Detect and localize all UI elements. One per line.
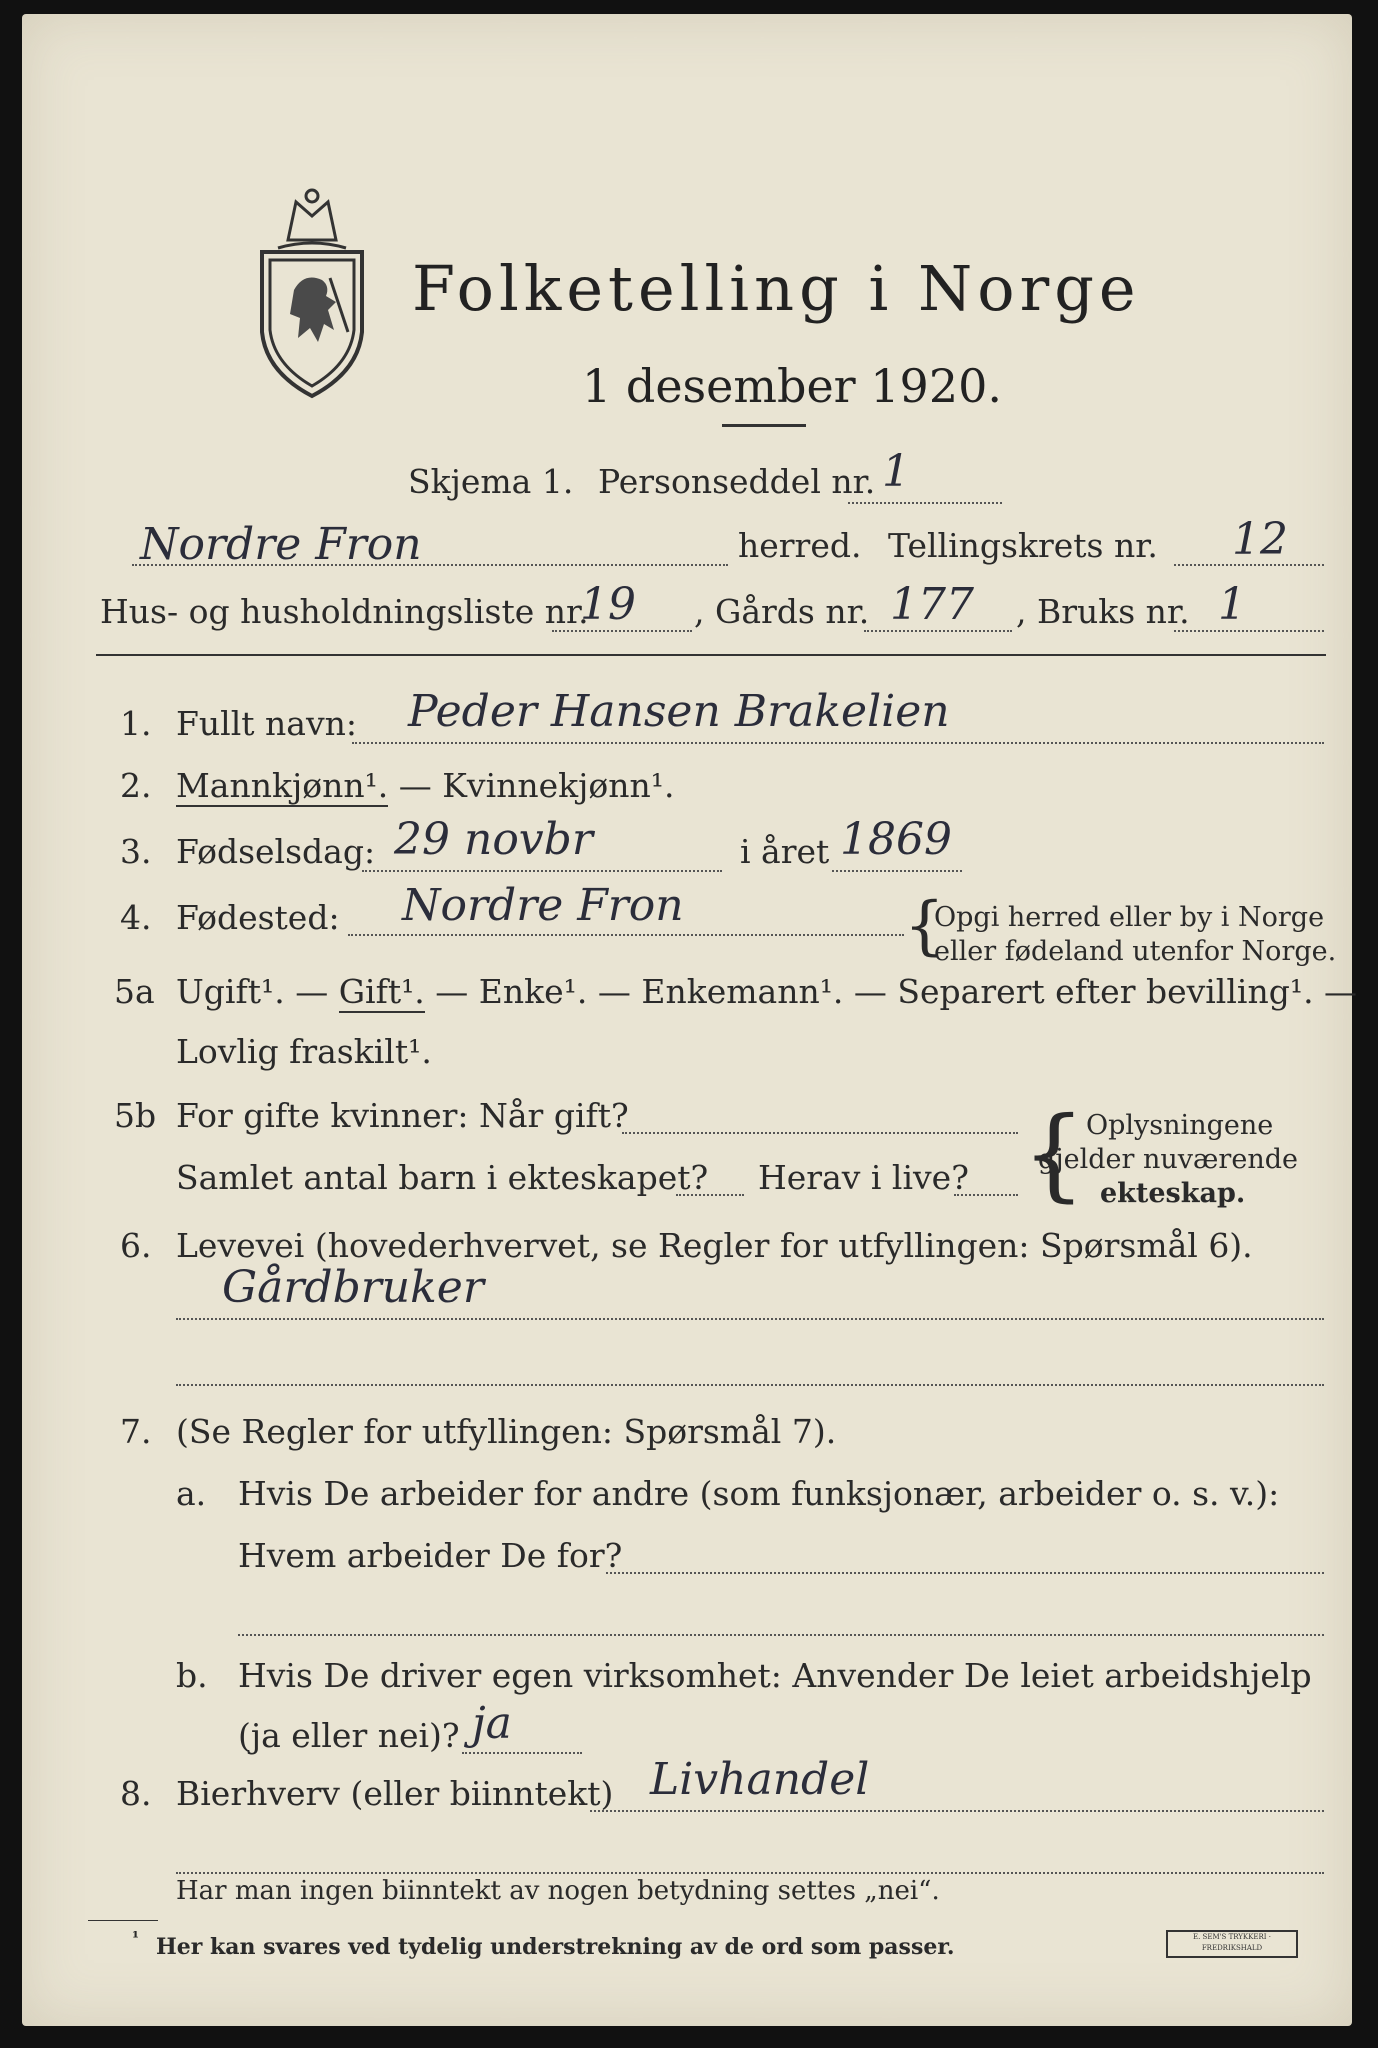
q8-label: Bierhverv (eller biinntekt) [176,1774,614,1813]
status-other-options[interactable]: — Enke¹. — Enkemann¹. — Separert efter bevilling¹. — [435,972,1358,1011]
personseddel-label: Personseddel nr. [598,462,876,501]
q6-line-1 [176,1318,1324,1320]
q7a-label: Hvis De arbeider for andre (som funksjonær, arbeider o. s. v.): [238,1474,1280,1513]
gards-line [864,630,1012,632]
q7-label: (Se Regler for utfyllingen: Spørsmål 7). [176,1412,837,1451]
full-name-value[interactable]: Peder Hansen Brakelien [408,686,950,737]
q8-note: Har man ingen biinntekt av nogen betydning settes „nei“. [176,1876,940,1906]
q6-number: 6. [120,1226,152,1265]
personseddel-line [848,502,1002,504]
q7a-employer-label: Hvem arbeider De for? [238,1536,623,1575]
birth-year-value[interactable]: 1869 [840,814,952,865]
q5b-note-1: Oplysningene [1086,1110,1274,1141]
title-divider [722,424,806,427]
tellingskrets-value[interactable]: 12 [1232,514,1288,565]
q5a-options [176,972,1357,1011]
herred-label: herred. [738,526,862,565]
q7b-question: (ja eller nei)? [238,1716,460,1755]
q3-year-line [832,870,962,872]
q8-number: 8. [120,1774,152,1813]
hired-help-value[interactable]: ja [472,1698,512,1749]
q5a-dash: — [295,972,329,1011]
side-income-value[interactable]: Livhandel [650,1754,870,1805]
q3-label: Fødselsdag: [176,832,376,871]
birthday-value[interactable]: 29 novbr [394,814,593,865]
liste-label: Hus- og husholdningsliste nr. [100,592,589,631]
q1-line [352,742,1324,744]
q1-label: Fullt navn: [176,704,357,743]
q1-number: 1. [120,704,152,743]
q6-line-2 [176,1384,1324,1386]
children-count-line[interactable] [676,1194,744,1196]
bruks-line [1174,630,1324,632]
gender-male-option[interactable]: Mannkjønn¹. [176,766,389,805]
header-rule [96,654,1326,656]
gards-label: , Gårds nr. [694,592,870,631]
q7b-label: Hvis De driver egen virksomhet: Anvender De leiet arbeidshjelp [238,1656,1312,1695]
form-title: Folketelling i Norge [412,252,1141,325]
norway-coat-of-arms-icon [248,182,376,404]
birthplace-value[interactable]: Nordre Fron [402,880,684,931]
census-form-page [22,14,1358,2026]
q4-number: 4. [120,898,152,937]
footnote-mark: ¹ [132,1928,140,1947]
schema-label: Skjema 1. [408,462,574,501]
personseddel-value[interactable]: 1 [882,446,910,497]
occupation-value[interactable]: Gårdbruker [222,1262,484,1313]
q7a-letter: a. [176,1474,207,1513]
herred-line [132,564,728,566]
q4-label: Fødested: [176,898,340,937]
footnote-rule [88,1920,158,1921]
q3-line [362,870,722,872]
q4-brace: { [904,889,945,963]
q5b-number: 5b [114,1096,157,1135]
q5b-note-2: gjelder nuværende [1038,1144,1298,1175]
q7-number: 7. [120,1412,152,1451]
q5b-brace: { [1022,1095,1086,1212]
q5b-label: For gifte kvinner: Når gift? [176,1096,629,1135]
footnote-text: Her kan svares ved tydelig understrekning av de ord som passer. [156,1934,955,1960]
liste-value[interactable]: 19 [580,579,636,630]
status-gift-option[interactable]: Gift¹. [338,972,425,1011]
q7b-line [462,1752,582,1754]
q3-year-label: i året [740,832,830,871]
census-date: 1 desember 1920. [582,359,1002,413]
employer-line[interactable] [606,1572,1324,1574]
bruks-value[interactable]: 1 [1218,579,1246,630]
tellingskrets-label: Tellingskrets nr. [888,526,1158,565]
q5b-note-3: ekteskap. [1100,1178,1246,1209]
q8-line [590,1810,1324,1812]
children-alive-line[interactable] [954,1194,1018,1196]
q5a-number: 5a [114,972,155,1011]
herred-value[interactable]: Nordre Fron [140,519,422,570]
q3-number: 3. [120,832,152,871]
q7b-letter: b. [176,1656,208,1695]
gards-value[interactable]: 177 [890,579,974,630]
status-ugift-option[interactable]: Ugift¹. [176,972,285,1011]
q5b-alive-label: Herav i live? [758,1158,969,1197]
liste-line [552,630,692,632]
q2-separator: — [388,766,443,805]
gender-female-option[interactable]: Kvinnekjønn¹. [442,766,675,805]
q2-options [176,766,675,805]
q5b-children-label: Samlet antal barn i ekteskapet? [176,1158,709,1197]
q4-note-2: eller fødeland utenfor Norge. [934,936,1337,967]
printer-stamp: E. SEM'S TRYKKERI · FREDRIKSHALD [1166,1930,1298,1958]
married-when-line[interactable] [622,1132,1018,1134]
bruks-label: , Bruks nr. [1016,592,1190,631]
employer-line-2[interactable] [238,1634,1324,1636]
q2-number: 2. [120,766,152,805]
status-fraskilt-option[interactable]: Lovlig fraskilt¹. [176,1032,432,1071]
q8-line-2 [176,1872,1324,1874]
q6-label: Levevei (hovederhvervet, se Regler for utfyllingen: Spørsmål 6). [176,1226,1253,1265]
q4-line [348,934,904,936]
q4-note-1: Opgi herred eller by i Norge [934,902,1325,933]
